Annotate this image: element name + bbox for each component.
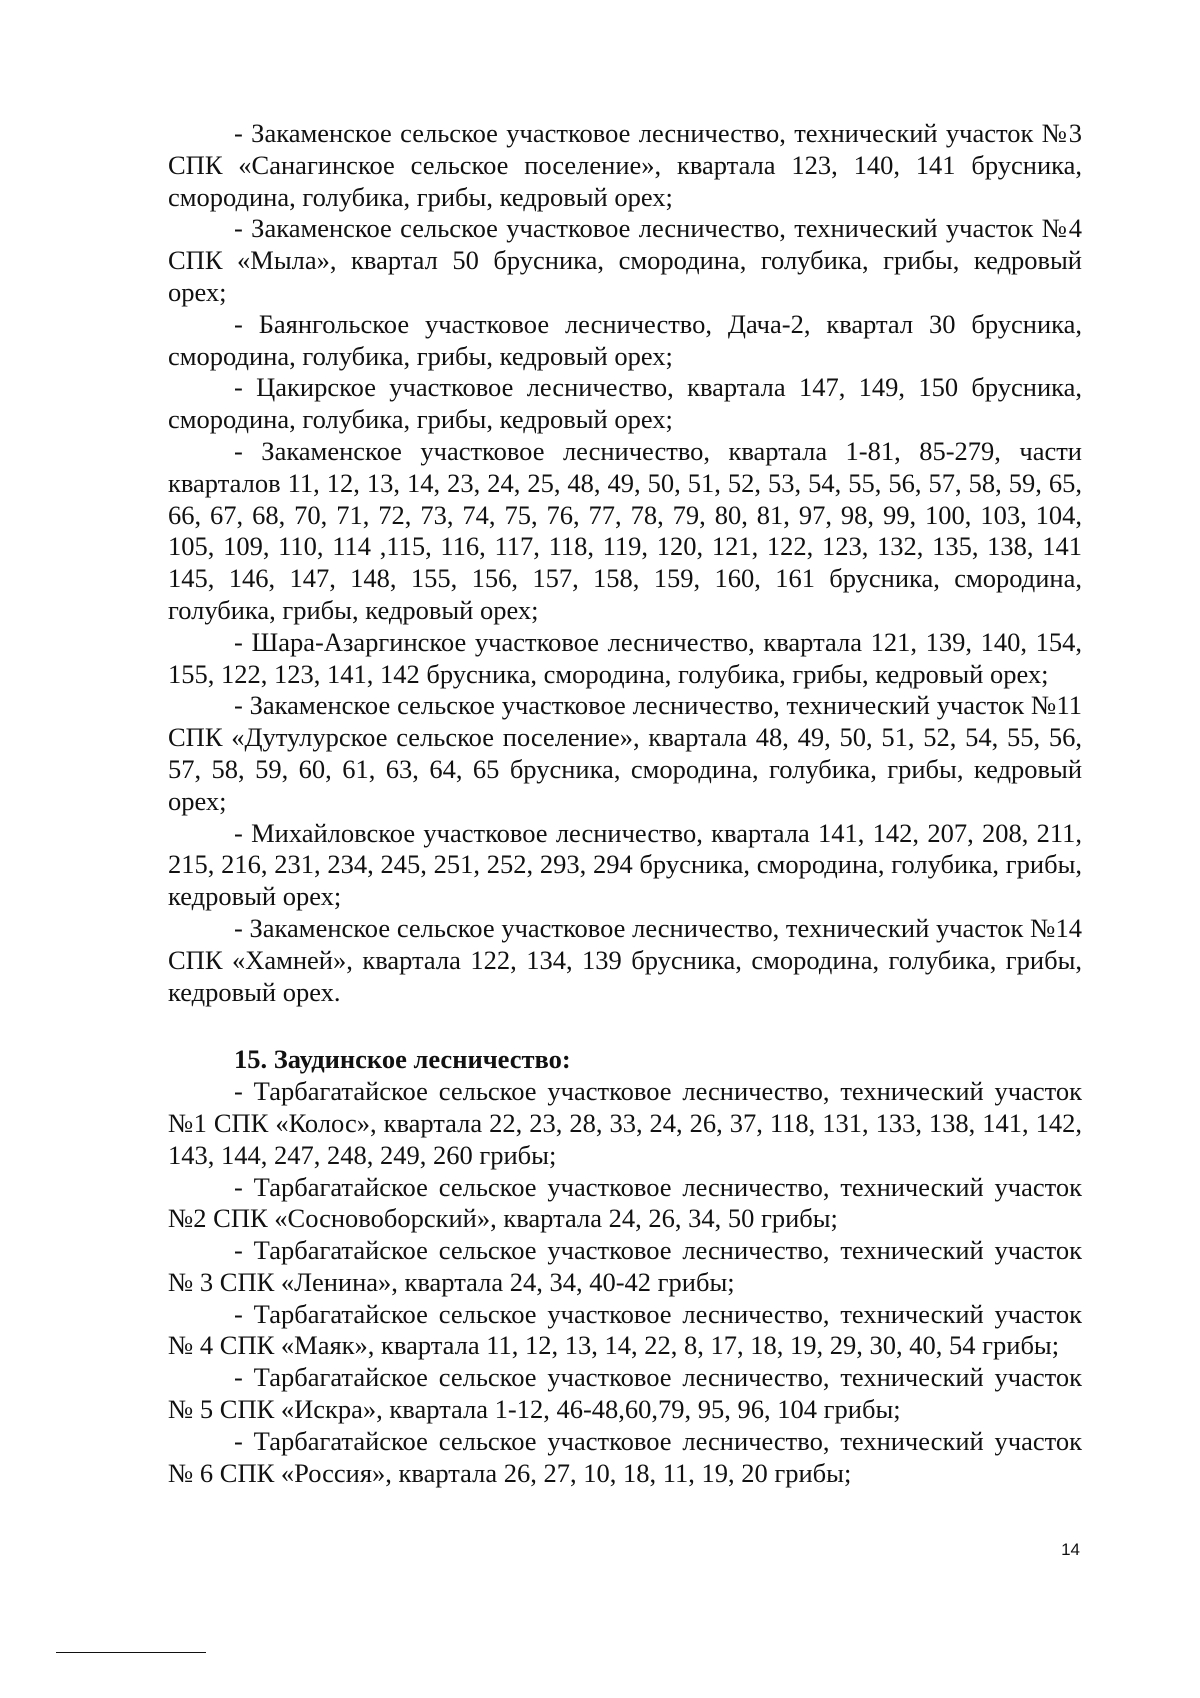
paragraph: - Баянгольское участковое лесничество, Дача-2, квартал 30 брусника, смородина, голубика, грибы, кедровый орех; [168, 308, 1082, 371]
paragraph: - Закаменское участковое лесничество, квартала 1-81, 85-279, части кварталов 11, 12, 13, 14, 23, 24, 25, 48, 49, 50, 51, 52, 53, 54, 55, 56, 57, 58, 59, 65, 66, 67, 68, 70, 71, 72, 73, 74, 75, 76, 77, 78, 79, 80, 81, 97, 98, 99, 100, 103, 104, 105, 109, 110, 114 ,115, 116, 117, 118, 119, 120, 121, 122, 123, 132, 135, 138, 141 145, 146, 147, 148, 155, 156, 157, 158, 159, 160, 161 брусника, смородина, голубика, грибы, кедровый орех; [168, 435, 1082, 625]
paragraph: - Закаменское сельское участковое лесничество, технический участок №3 СПК «Санагинское сельское поселение», квартала 123, 140, 141 брусника, смородина, голубика, грибы, кедровый орех; [168, 118, 1082, 212]
paragraph: - Тарбагатайское сельское участковое лесничество, технический участок № 3 СПК «Ленина», квартала 24, 34, 40-42 грибы; [168, 1235, 1082, 1297]
section-spacer [168, 1008, 1082, 1044]
paragraph: - Цакирское участковое лесничество, квартала 147, 149, 150 брусника, смородина, голубика, грибы, кедровый орех; [168, 372, 1082, 435]
paragraph: - Тарбагатайское сельское участковое лесничество, технический участок № 5 СПК «Искра», квартала 1-12, 46-48,60,79, 95, 96, 104 грибы; [168, 1362, 1082, 1425]
paragraph: - Тарбагатайское сельское участковое лесничество, технический участок №1 СПК «Колос», квартала 22, 23, 28, 33, 24, 26, 37, 118, 131, 133, 138, 141, 142, 143, 144, 247, 248, 249, 260 грибы; [168, 1076, 1082, 1170]
paragraph: - Закаменское сельское участковое лесничество, технический участок №14 СПК «Хамней», квартала 122, 134, 139 брусника, смородина, голубика, грибы, кедровый орех. [168, 912, 1082, 1007]
paragraph: - Закаменское сельское участковое лесничество, технический участок №11 СПК «Дутулурское сельское поселение», квартала 48, 49, 50, 51, 52, 54, 55, 56, 57, 58, 59, 60, 61, 63, 64, 65 брусника, смородина, голубика, грибы, кедровый орех; [168, 690, 1082, 816]
paragraph: - Тарбагатайское сельское участковое лесничество, технический участок № 4 СПК «Маяк», квартала 11, 12, 13, 14, 22, 8, 17, 18, 19, 29, 30, 40, 54 грибы; [168, 1298, 1082, 1361]
page-number: 14 [1061, 1540, 1080, 1559]
footnote-rule [56, 1652, 206, 1653]
paragraph: - Шара-Азаргинское участковое лесничество, квартала 121, 139, 140, 154, 155, 122, 123, 141, 142 брусника, смородина, голубика, грибы, кедровый орех; [168, 626, 1082, 689]
paragraph: - Михайловское участковое лесничество, квартала 141, 142, 207, 208, 211, 215, 216, 231, 234, 245, 251, 252, 293, 294 брусника, смородина, голубика, грибы, кедровый орех; [168, 817, 1082, 912]
section-heading: 15. Заудинское лесничество: [234, 1044, 571, 1075]
paragraph: - Тарбагатайское сельское участковое лесничество, технический участок №2 СПК «Сосновоборский», квартала 24, 26, 34, 50 грибы; [168, 1171, 1082, 1234]
paragraph: - Закаменское сельское участковое лесничество, технический участок №4 СПК «Мыла», квартал 50 брусника, смородина, голубика, грибы, кедровый орех; [168, 213, 1082, 307]
paragraph: - Тарбагатайское сельское участковое лесничество, технический участок № 6 СПК «Россия», квартала 26, 27, 10, 18, 11, 19, 20 грибы; [168, 1425, 1082, 1488]
document-body [168, 118, 1082, 1489]
